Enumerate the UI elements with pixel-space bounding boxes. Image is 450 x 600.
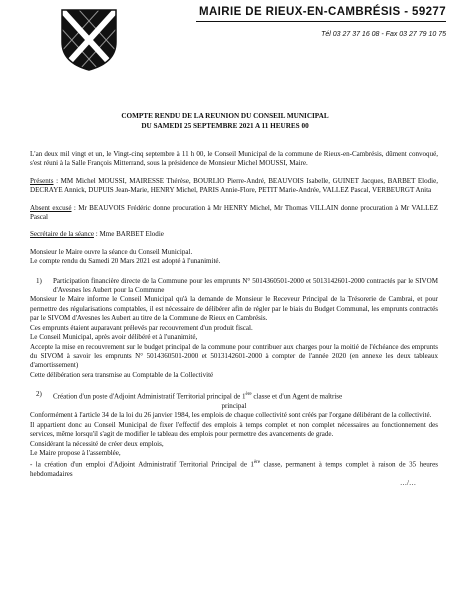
item2-paragraph-5 [30,458,438,479]
mairie-title: MAIRIE DE RIEUX-EN-CAMBRÉSIS - 59277 [199,6,446,18]
item1-paragraph-5: Cette délibération sera transmise au Comptable de la Collectivité [30,370,214,379]
item1-heading [30,277,438,296]
opening-line-1: Monsieur le Maire ouvre la séance du Conseil Municipal. [30,247,193,256]
secretary-text: : Mme BARBET Elodie [93,230,164,239]
item2-heading-text-a: Création d'un poste d'Adjoint Administratif Territorial principal de 1 [53,392,246,401]
item1-paragraph-2: Ces emprunts étaient auparavant prélevés par recouvrement d'un produit fiscal. [30,323,253,332]
item1-paragraph-1: Monsieur le Maire informe le Conseil Municipal qu'à la demande de Monsieur le Receveur Principal de la Trésorerie de Cambrai, et pour permettre des régularisations comptables, il est nécessaire de délibérer afin de régler par le biais du Budget Communal, les emprunts contractés par le SIVOM d'Avesnes les Aubert au titre de la Commune de Rieux en Cambrésis. [30,295,438,323]
item2-paragraph-5-sup: ère [253,460,261,466]
item2-heading-line2: principal [221,401,247,410]
item2-heading-sup: ère [245,392,252,398]
presents-label: Présents [30,176,54,185]
item1-heading-text: Participation financière directe de la Commune pour les emprunts N° 5014360501-2000 et 5013142601-2000 contractés par le SIVOM d'Avesnes les Aubert pour la Commune [53,276,438,295]
document-body [30,150,438,489]
item2-paragraph-1: Conformément à l'article 34 de la loi du 26 janvier 1984, les emplois de chaque collectivité sont créés par l'organe délibérant de la collectivité. [30,411,432,420]
absents-paragraph [30,204,438,223]
item2-paragraph-5a: - la création d'un emploi d'Adjoint Administratif Territorial Principal de 1 [30,460,254,469]
secretary-paragraph [30,230,438,239]
item1-paragraph-3: Le Conseil Municipal, après avoir délibéré et à l'unanimité, [30,333,198,342]
item2-paragraph-2: Il appartient donc au Conseil Municipal de fixer l'effectif des emplois à temps complet et non complet nécessaires au fonctionnement des services, même lorsqu'il s'agit de modifier le tableau des emplois pour permettre des avancements de grade. [30,420,438,439]
intro-paragraph: L'an deux mil vingt et un, le Vingt-cinq septembre à 11 h 00, le Conseil Municipal de la commune de Rieux-en-Cambrésis, dûment convoqué, s'est réuni à la Salle François Mitterrand, sous la présidence de Monsieur Michel MOUSSI, Maire. [30,150,438,168]
item2-paragraph-5b: classe, permanent à temps complet à raison de 35 heures hebdomadaires [30,460,439,479]
item2-heading [30,390,438,402]
secretary-label: Secrétaire de la séance [30,230,94,239]
item2-heading-text-b: classe et d'un Agent de maîtrise [251,392,343,401]
item1-number: 1) [36,276,42,285]
item1-paragraph-4: Accepte la mise en recouvrement sur le budget principal de la commune pour contribuer aux charges pour la moitié de l'échéance des emprunts du SIVOM à savoir les emprunts N° 5014360501-2000 et 5013142601-2000 à compter de l'année 2020 (en annexe les deux tableaux d'amortissement) [30,342,438,370]
item2-number: 2) [36,390,42,399]
absents-text: : Mr BEAUVOIS Frédéric donne procuration à Mr HENRY Michel, Mr Thomas VILLAIN donne procuration à Mr VALLEZ Pascal [30,203,439,222]
item2-paragraph-3: Considérant la nécessité de créer deux emplois, [30,439,164,448]
absents-label: Absent excusé [30,203,72,212]
coat-of-arms-logo [60,8,118,72]
presents-paragraph [30,177,438,196]
mairie-contact: Tél 03 27 37 16 08 - Fax 03 27 79 10 75 [321,31,446,38]
continued-marker: …/… [399,479,416,488]
header-divider [196,21,446,22]
opening-line-2: Le compte rendu du Samedi 20 Mars 2021 est adopté à l'unanimité. [30,257,221,266]
item2-paragraph-4: Le Maire propose à l'assemblée, [30,448,121,457]
presents-text: : MM Michel MOUSSI, MAIRESSE Thérèse, BOURLIO Pierre-André, BEAUVOIS Isabelle, GUINET Jacques, BARBET Elodie, DECRAYE Annick, DUPUIS Jean-Marie, HENRY Michel, PARIS Annie-Flore, PETIT Marie-Andrée, VALLEZ Pascal, VERBEURGT Anita [30,176,438,195]
document-title-line1: COMPTE RENDU DE LA REUNION DU CONSEIL MUNICIPAL [121,112,329,120]
document-title-line2: DU SAMEDI 25 SEPTEMBRE 2021 A 11 HEURES 00 [141,122,309,130]
